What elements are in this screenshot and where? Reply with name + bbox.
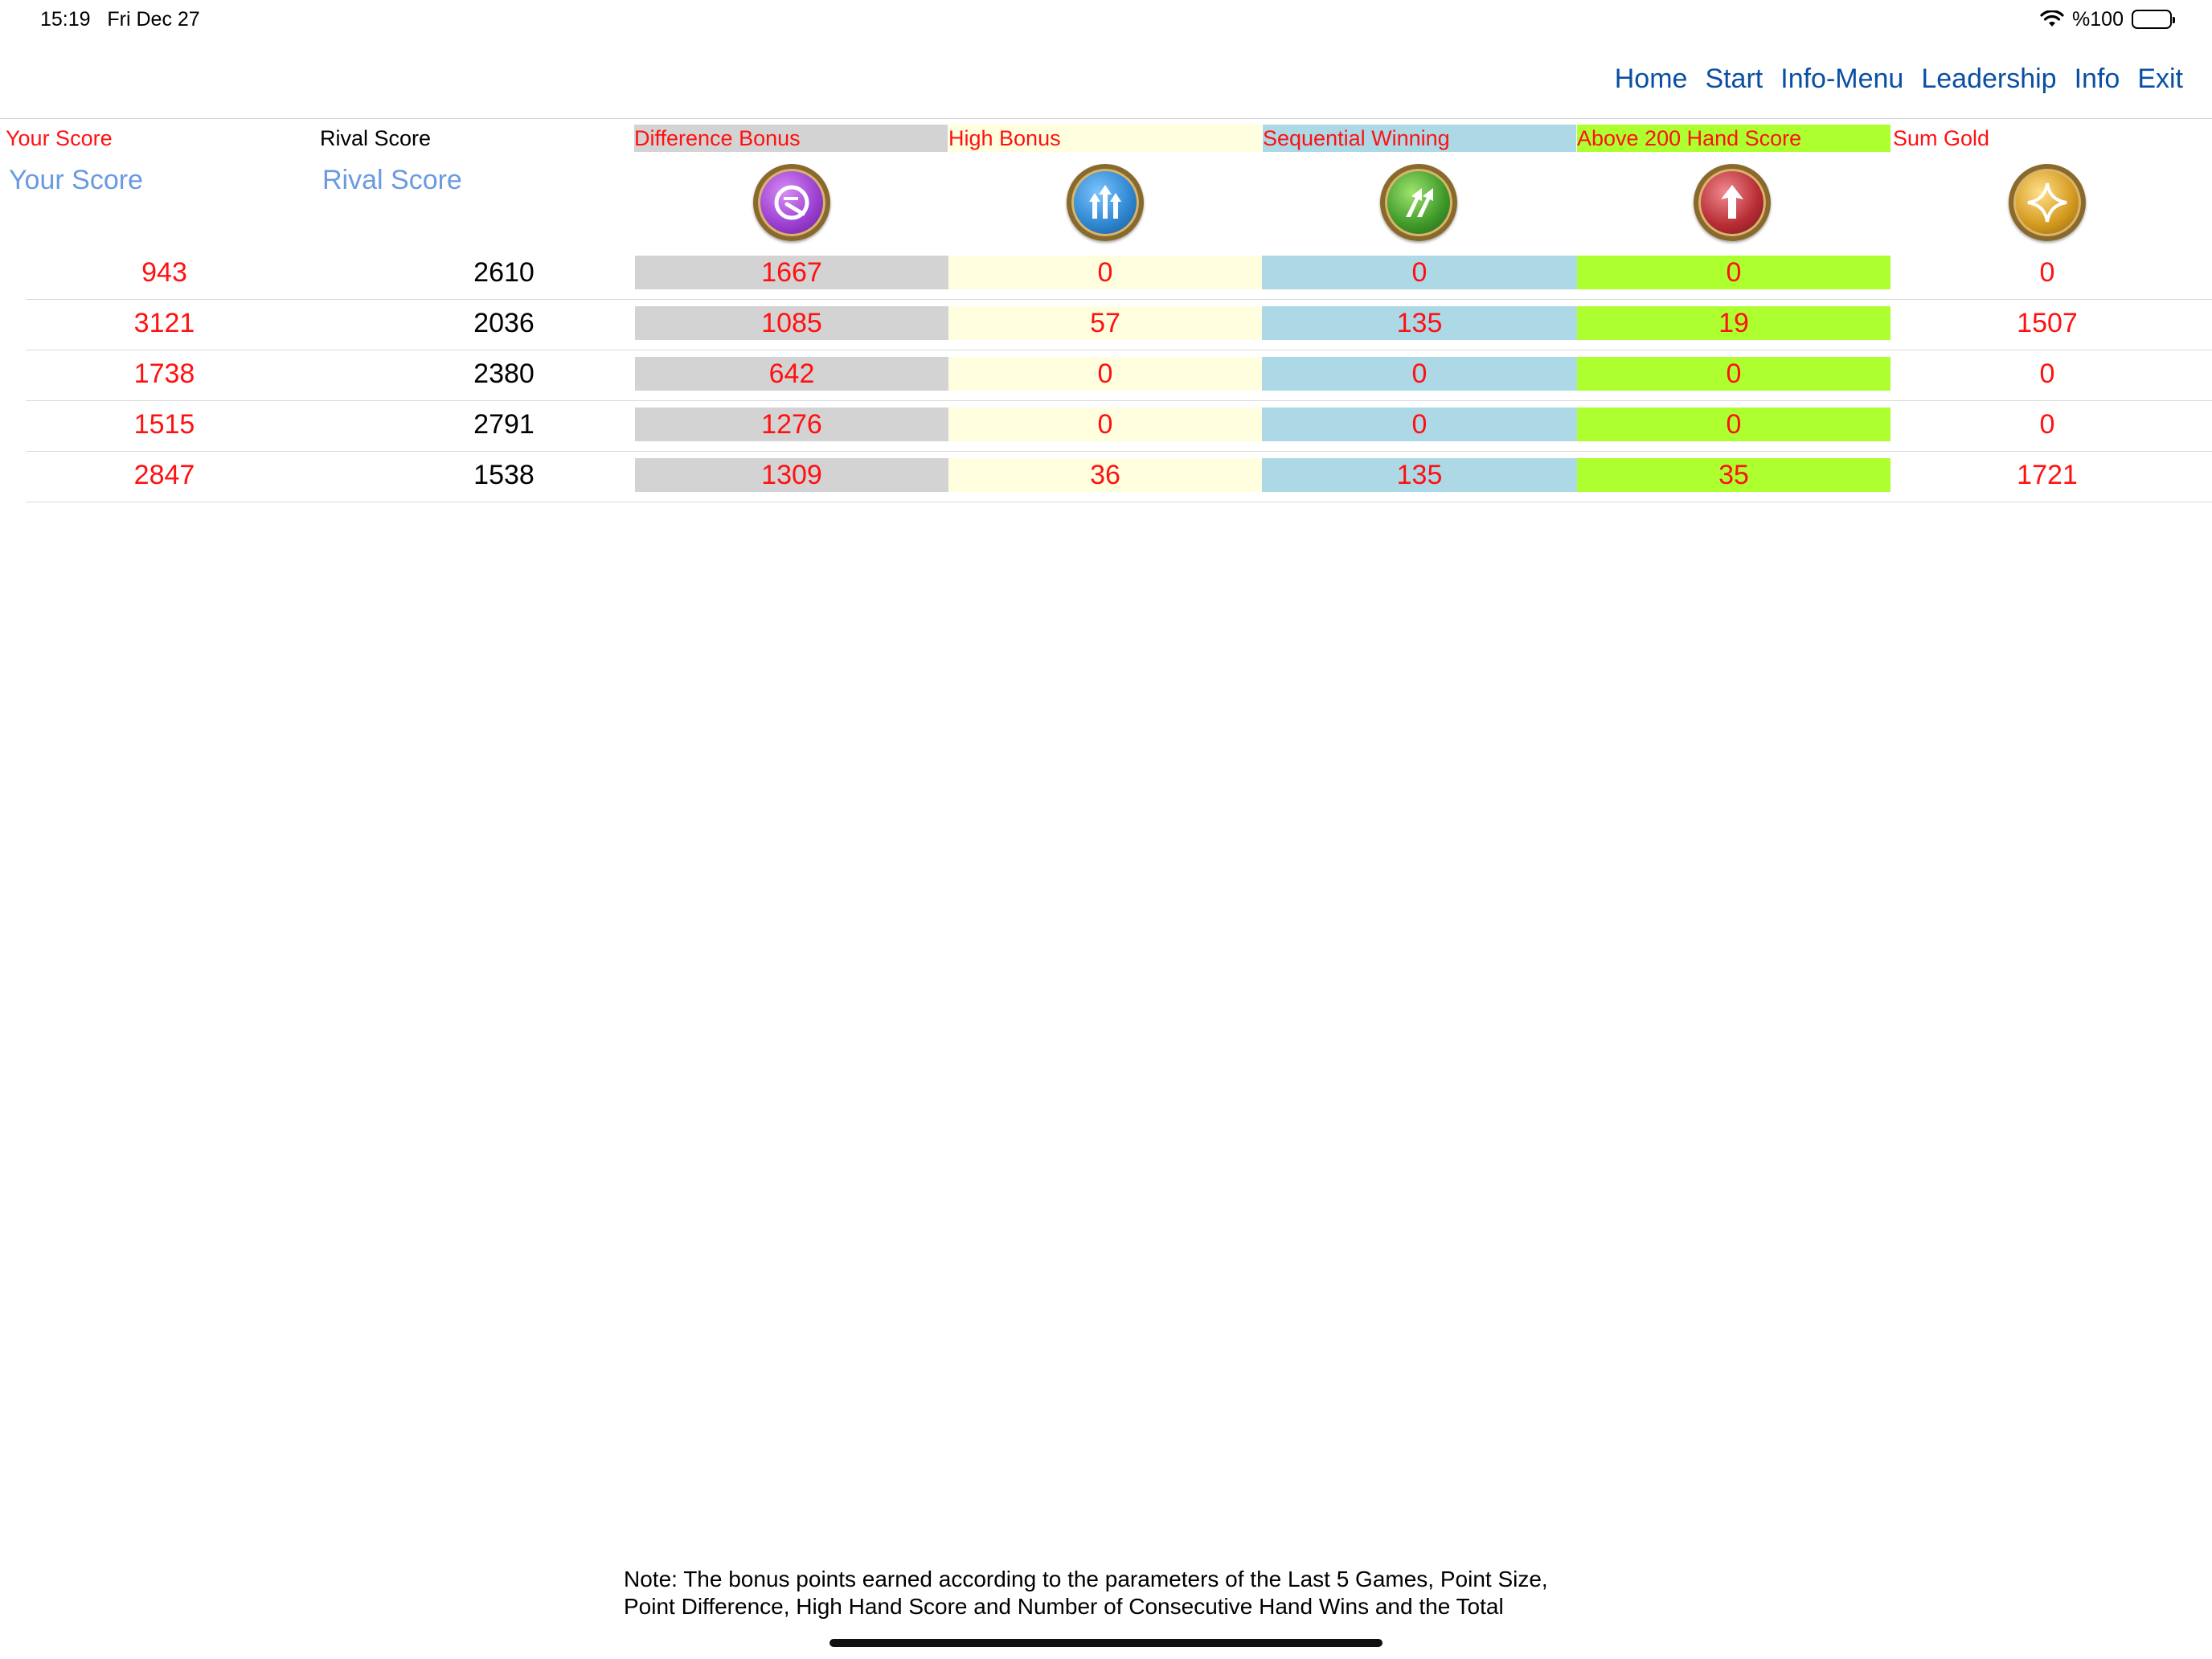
header-difference-bonus: Difference Bonus [634,125,948,152]
nav-info-menu[interactable]: Info-Menu [1780,63,1904,94]
sum-gold-cell: 0 [2039,409,2055,440]
sum-gold-cell: 1721 [2017,460,2078,490]
status-bar-right [2040,6,2172,32]
status-time: 15:19 [40,8,91,31]
rival-score-cell: 2036 [473,308,535,338]
diamond-star-medal-icon [2009,164,2086,241]
nav-divider [0,118,2212,119]
arrow-up-medal-icon [1694,164,1771,241]
difference-bonus-cell: 1276 [635,408,948,441]
your-score-cell: 943 [141,257,187,288]
triple-arrow-up-medal-icon [1067,164,1144,241]
rival-score-cell: 2610 [473,257,535,288]
difference-bonus-cell: 1085 [635,306,948,340]
above-200-cell: 0 [1577,408,1890,441]
difference-bonus-cell: 1309 [635,458,948,492]
above-200-cell: 0 [1577,357,1890,391]
your-score-cell: 1515 [133,409,195,440]
subheader-rival-score: Rival Score [322,165,462,195]
high-bonus-cell: 57 [948,306,1262,340]
sum-gold-cell: 0 [2039,257,2055,288]
rival-score-cell: 2791 [473,409,535,440]
double-arrow-medal-icon [1380,164,1457,241]
rival-score-cell: 1538 [473,460,535,490]
q-medal-icon [753,164,830,241]
subheader-your-score: Your Score [9,165,143,195]
table-row [26,401,2212,452]
top-nav [1615,61,2183,96]
sequential-winning-cell: 0 [1262,408,1577,441]
header-your-score: Your Score [6,126,113,150]
header-rival-score: Rival Score [320,126,432,150]
header-high-bonus: High Bonus [948,125,1262,152]
table-row [26,300,2212,350]
sum-gold-cell: 0 [2039,358,2055,389]
nav-exit[interactable]: Exit [2137,63,2183,94]
sum-gold-cell: 1507 [2017,308,2078,338]
header-sum-gold: Sum Gold [1893,126,1990,150]
difference-bonus-cell: 642 [635,357,948,391]
nav-home[interactable]: Home [1614,63,1688,94]
bonus-note-line-1: Note: The bonus points earned according to the parameters of the Last 5 Games, Point Size, [624,1567,1548,1591]
nav-info[interactable]: Info [2074,63,2120,94]
home-indicator[interactable] [830,1639,1382,1647]
table-row [26,249,2212,300]
table-row [26,350,2212,401]
high-bonus-cell: 36 [948,458,1262,492]
battery-percent: %100 [2072,8,2124,31]
table-row [26,452,2212,502]
bonus-note-line-2: Point Difference, High Hand Score and Number of Consecutive Hand Wins and the Total [624,1594,1504,1619]
sequential-winning-cell: 135 [1262,458,1577,492]
header-sequential-winning: Sequential Winning [1263,125,1576,152]
status-date: Fri Dec 27 [107,8,200,31]
status-bar-time [40,6,200,32]
above-200-cell: 19 [1577,306,1890,340]
high-bonus-cell: 0 [948,408,1262,441]
battery-icon [2132,10,2172,29]
your-score-cell: 2847 [133,460,195,490]
above-200-cell: 35 [1577,458,1890,492]
above-200-cell: 0 [1577,256,1890,289]
nav-leadership[interactable]: Leadership [1921,63,2057,94]
your-score-cell: 3121 [133,308,195,338]
high-bonus-cell: 0 [948,256,1262,289]
sequential-winning-cell: 135 [1262,306,1577,340]
rival-score-cell: 2380 [473,358,535,389]
bonus-note [624,1566,1548,1620]
your-score-cell: 1738 [133,358,195,389]
sequential-winning-cell: 0 [1262,357,1577,391]
sequential-winning-cell: 0 [1262,256,1577,289]
high-bonus-cell: 0 [948,357,1262,391]
wifi-icon [2040,10,2064,28]
difference-bonus-cell: 1667 [635,256,948,289]
nav-start[interactable]: Start [1705,63,1763,94]
header-above-200-hand-score: Above 200 Hand Score [1577,125,1890,152]
